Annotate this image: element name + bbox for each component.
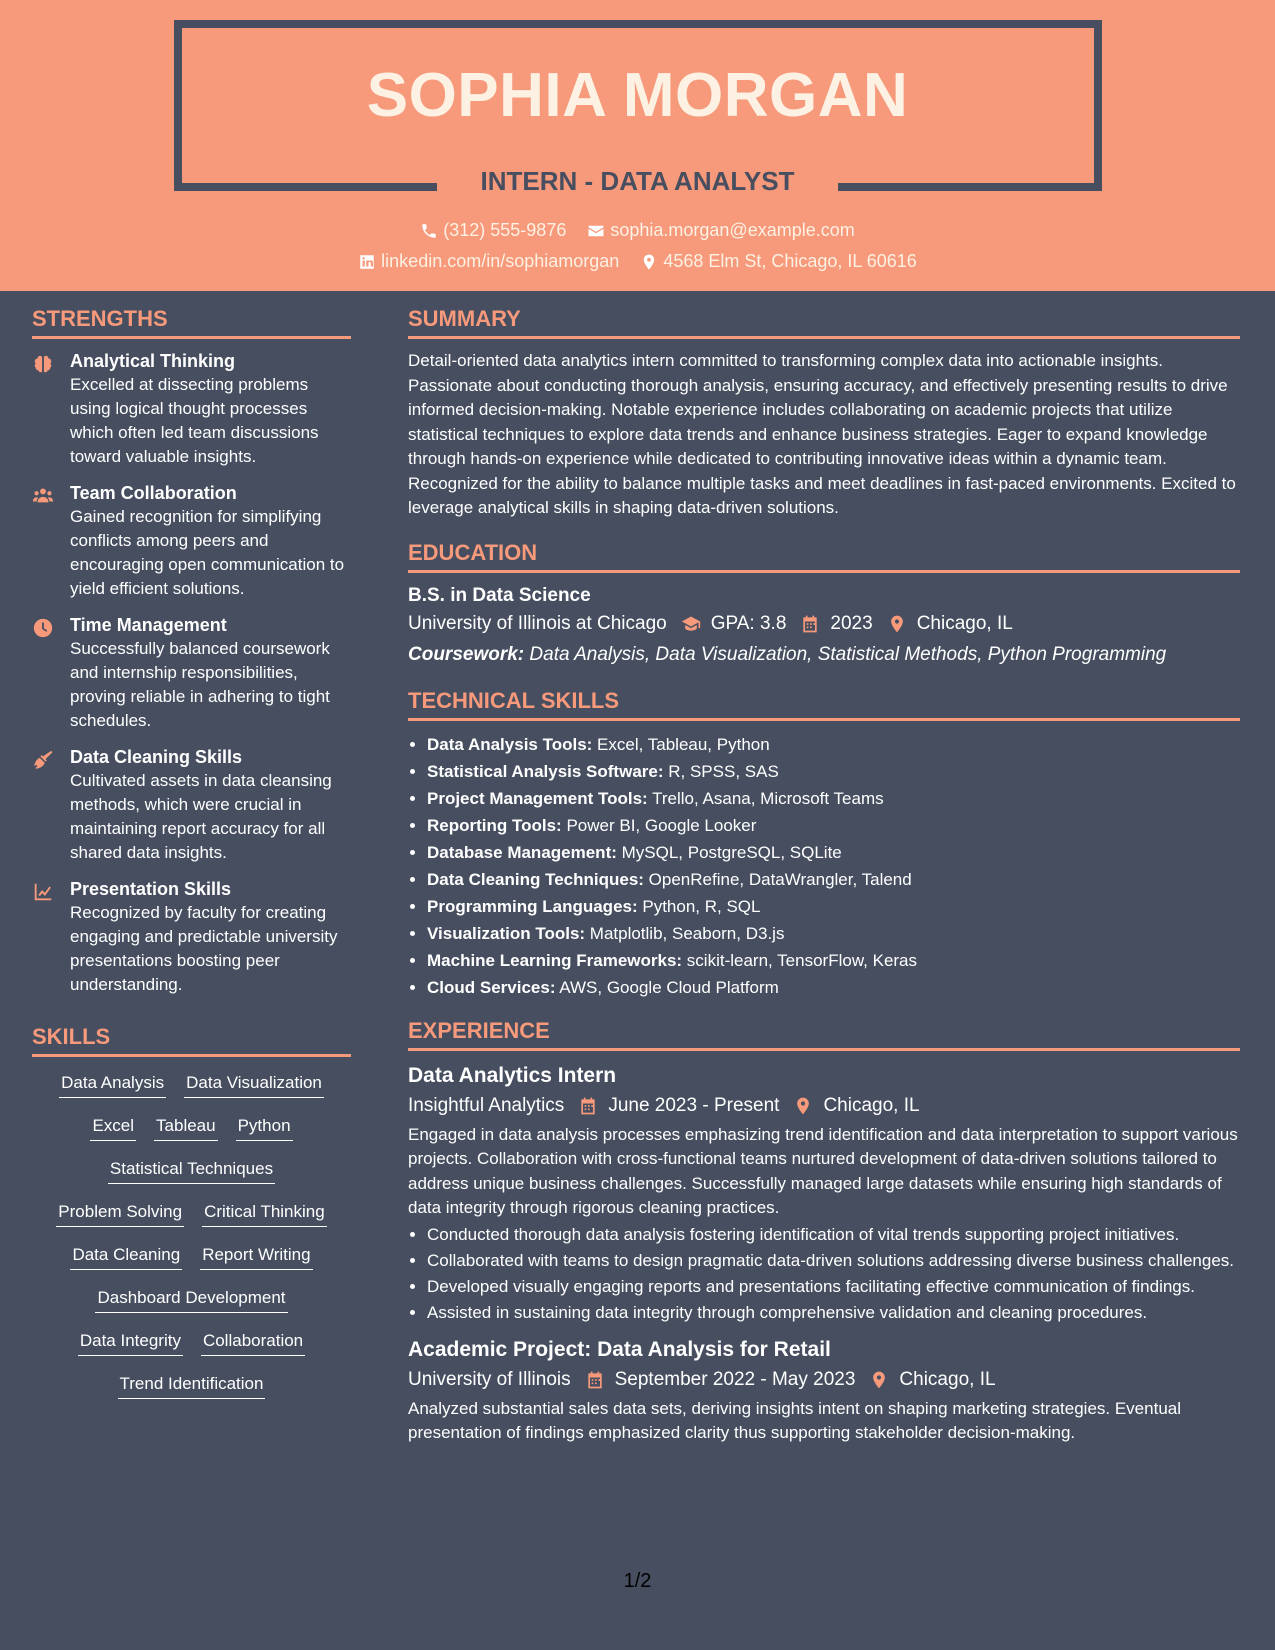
technical-skill-label: Machine Learning Frameworks: bbox=[427, 950, 683, 970]
job-dates bbox=[578, 1091, 779, 1121]
calendar-icon bbox=[585, 1370, 605, 1390]
year-text: 2023 bbox=[830, 612, 873, 634]
technical-skill-value: Excel, Tableau, Python bbox=[592, 734, 770, 754]
edu-location-text: Chicago, IL bbox=[916, 612, 1013, 634]
skills-row bbox=[32, 1286, 351, 1313]
skill-tag: Python bbox=[236, 1114, 293, 1141]
map-pin-icon bbox=[640, 253, 658, 271]
technical-skill-value: Matplotlib, Seaborn, D3.js bbox=[585, 923, 785, 943]
strength-icon-wrap bbox=[32, 481, 70, 601]
strength-desc: Recognized by faculty for creating engaging and predictable university presentations boosting peer understanding. bbox=[70, 903, 338, 994]
technical-skill-item bbox=[427, 812, 1240, 839]
job-dates-text: September 2022 - May 2023 bbox=[614, 1368, 856, 1390]
coursework bbox=[408, 639, 1240, 671]
technical-skills-heading: TECHNICAL SKILLS bbox=[408, 673, 1240, 721]
strength-desc: Gained recognition for simplifying conflicts among peers and encouraging open communication to yield efficient solutions. bbox=[70, 507, 345, 598]
technical-skill-item bbox=[427, 974, 1240, 1001]
strength-icon-wrap bbox=[32, 877, 70, 997]
gpa bbox=[681, 609, 787, 639]
skill-tag: Tableau bbox=[154, 1114, 218, 1141]
phone-text: (312) 555-9876 bbox=[443, 220, 567, 240]
technical-skill-value: OpenRefine, DataWrangler, Talend bbox=[643, 869, 912, 889]
edu-location bbox=[887, 609, 1013, 639]
experience-entry bbox=[408, 1061, 1240, 1325]
candidate-role: INTERN - DATA ANALYST bbox=[480, 166, 795, 196]
job-org: Insightful Analytics bbox=[408, 1094, 565, 1116]
technical-skill-item bbox=[427, 731, 1240, 758]
chart-line-icon bbox=[32, 881, 54, 903]
job-description: Analyzed substantial sales data sets, deriving insights intent on shaping marketing strategies. Eventual presentation of findings emphasized clarity thus supporting stakeholder decision-making. bbox=[408, 1398, 1182, 1442]
job-bullet: • Collaborated with teams to design pragmatic data-driven solutions addressing diverse business challenges. bbox=[427, 1249, 1240, 1273]
address-contact bbox=[640, 251, 917, 272]
job-bullet: • Developed visually engaging reports and presentations facilitating effective communication of findings. bbox=[427, 1275, 1240, 1299]
strength-item bbox=[32, 613, 351, 733]
technical-skill-value: Trello, Asana, Microsoft Teams bbox=[647, 788, 884, 808]
school-text: University of Illinois at Chicago bbox=[408, 612, 667, 634]
strength-body bbox=[70, 349, 351, 469]
technical-skill-label: Project Management Tools: bbox=[427, 788, 648, 808]
skill-tag: Dashboard Development bbox=[95, 1286, 287, 1313]
technical-skill-label: Programming Languages: bbox=[427, 896, 638, 916]
linkedin-icon bbox=[358, 253, 376, 271]
skill-tag: Data Integrity bbox=[78, 1329, 183, 1356]
envelope-icon bbox=[587, 222, 605, 240]
job-location-text: Chicago, IL bbox=[823, 1094, 920, 1116]
skill-tag: Excel bbox=[90, 1114, 136, 1141]
job-description: Engaged in data analysis processes emphasizing trend identification and data interpretation to support various projects. Collaboration with cross-functional teams nurtured development of data-driven solutions tailored to address unique business challenges. Successfully managed large datasets while ensuring high standards of data integrity through rigorous cleaning practices. bbox=[408, 1124, 1238, 1217]
right-column bbox=[408, 291, 1240, 1446]
technical-skill-value: scikit-learn, TensorFlow, Keras bbox=[682, 950, 918, 970]
experience-entry bbox=[408, 1335, 1240, 1446]
strength-item bbox=[32, 745, 351, 865]
left-column bbox=[32, 291, 351, 1399]
education-heading: EDUCATION bbox=[408, 525, 1240, 573]
skill-tag: Report Writing bbox=[200, 1243, 312, 1270]
skills-row bbox=[32, 1243, 351, 1270]
skills-row bbox=[32, 1200, 351, 1227]
strength-item bbox=[32, 481, 351, 601]
phone-icon bbox=[420, 222, 438, 240]
job-bullet: • Assisted in sustaining data integrity through comprehensive validation and cleaning procedures. bbox=[427, 1301, 1240, 1325]
page-indicator: 1/2 bbox=[623, 1570, 652, 1592]
coursework-text: Data Analysis, Data Visualization, Statistical Methods, Python Programming bbox=[529, 643, 1167, 665]
strength-body bbox=[70, 613, 351, 733]
strength-desc: Cultivated assets in data cleansing methods, which were crucial in maintaining report accuracy for all shared data insights. bbox=[70, 771, 332, 862]
technical-skill-item bbox=[427, 839, 1240, 866]
skills-row bbox=[32, 1372, 351, 1399]
technical-skill-value: AWS, Google Cloud Platform bbox=[555, 977, 779, 997]
experience-heading: EXPERIENCE bbox=[408, 1003, 1240, 1051]
calendar-icon bbox=[578, 1096, 598, 1116]
technical-skill-item bbox=[427, 920, 1240, 947]
skill-tag: Data Cleaning bbox=[70, 1243, 182, 1270]
skills-row bbox=[32, 1114, 351, 1141]
brain-icon bbox=[32, 353, 54, 375]
technical-skill-label: Data Cleaning Techniques: bbox=[427, 869, 644, 889]
skills-list bbox=[32, 1067, 351, 1399]
users-icon bbox=[32, 485, 54, 507]
strength-body bbox=[70, 481, 351, 601]
skill-tag: Data Visualization bbox=[184, 1071, 324, 1098]
job-meta bbox=[408, 1365, 1240, 1395]
summary-heading: SUMMARY bbox=[408, 291, 1240, 339]
strength-desc: Excelled at dissecting problems using logical thought processes which often led team discussions toward valuable insights. bbox=[70, 375, 319, 466]
linkedin-text: linkedin.com/in/sophiamorgan bbox=[381, 251, 620, 271]
strength-name: Data Cleaning Skills bbox=[70, 747, 243, 767]
strengths-heading: STRENGTHS bbox=[32, 291, 351, 339]
technical-skill-value: Power BI, Google Looker bbox=[561, 815, 757, 835]
job-meta bbox=[408, 1091, 1240, 1121]
broom-icon bbox=[32, 749, 54, 771]
strength-body bbox=[70, 745, 351, 865]
strength-name: Analytical Thinking bbox=[70, 351, 236, 371]
job-bullet: • Conducted thorough data analysis fostering identification of vital trends supporting project initiatives. bbox=[427, 1223, 1240, 1247]
job-title: Data Analytics Intern bbox=[408, 1063, 617, 1087]
summary-text: Detail-oriented data analytics intern committed to transforming complex data into actionable insights. Passionate about conducting thorough analysis, ensuring accuracy, and effectively presenting results to drive informed decision-making. Notable experience includes collaborating on academic projects that utilize statistical techniques to explore data trends and enhance business strategies. Eager to expand knowledge through hands-on experience while dedicated to contributing innovative ideas within a dynamic team. Recognized for the ability to balance multiple tasks and meet deadlines in fast-paced environments. Excited to leverage analytical skills in shaping data-driven solutions. bbox=[408, 351, 1236, 517]
technical-skill-item bbox=[427, 866, 1240, 893]
map-pin-icon bbox=[869, 1370, 889, 1390]
email-contact[interactable] bbox=[587, 220, 854, 241]
skill-tag: Trend Identification bbox=[118, 1372, 266, 1399]
skill-tag: Critical Thinking bbox=[202, 1200, 327, 1227]
contact-row-1 bbox=[0, 220, 1275, 245]
technical-skill-value: Python, R, SQL bbox=[637, 896, 761, 916]
technical-skill-label: Visualization Tools: bbox=[427, 923, 586, 943]
coursework-label: Coursework: bbox=[408, 643, 525, 665]
technical-skill-label: Database Management: bbox=[427, 842, 617, 862]
technical-skill-value: R, SPSS, SAS bbox=[663, 761, 779, 781]
job-location-text: Chicago, IL bbox=[899, 1368, 996, 1390]
email-text: sophia.morgan@example.com bbox=[610, 220, 855, 240]
technical-skills-list bbox=[408, 731, 1240, 1001]
map-pin-icon bbox=[793, 1096, 813, 1116]
strength-name: Presentation Skills bbox=[70, 879, 232, 899]
skill-tag: Data Analysis bbox=[59, 1071, 166, 1098]
strength-desc: Successfully balanced coursework and internship responsibilities, proving reliable in adhering to tight schedules. bbox=[70, 639, 330, 730]
strength-icon-wrap bbox=[32, 349, 70, 469]
skills-heading: SKILLS bbox=[32, 1009, 351, 1057]
skill-tag: Problem Solving bbox=[56, 1200, 184, 1227]
strength-name: Team Collaboration bbox=[70, 483, 237, 503]
job-title: Academic Project: Data Analysis for Retail bbox=[408, 1337, 831, 1361]
job-org: University of Illinois bbox=[408, 1368, 571, 1390]
skills-row bbox=[32, 1071, 351, 1098]
school bbox=[408, 609, 667, 639]
strength-icon-wrap bbox=[32, 613, 70, 733]
job-location bbox=[793, 1091, 919, 1121]
strength-body bbox=[70, 877, 351, 997]
technical-skill-item bbox=[427, 893, 1240, 920]
strength-item bbox=[32, 349, 351, 469]
address-text: 4568 Elm St, Chicago, IL 60616 bbox=[663, 251, 917, 271]
graduation-cap-icon bbox=[681, 614, 701, 634]
job-dates bbox=[585, 1365, 856, 1395]
technical-skill-label: Data Analysis Tools: bbox=[427, 734, 593, 754]
skills-row bbox=[32, 1329, 351, 1356]
job-dates-text: June 2023 - Present bbox=[608, 1094, 780, 1116]
technical-skill-item bbox=[427, 947, 1240, 974]
skill-tag: Statistical Techniques bbox=[108, 1157, 275, 1184]
map-pin-icon bbox=[887, 614, 907, 634]
strength-name: Time Management bbox=[70, 615, 227, 635]
phone-contact[interactable] bbox=[420, 220, 566, 241]
job-bullets bbox=[408, 1223, 1240, 1325]
contact-row-2 bbox=[0, 251, 1275, 276]
resume-header bbox=[0, 0, 1275, 291]
strength-icon-wrap bbox=[32, 745, 70, 865]
technical-skill-value: MySQL, PostgreSQL, SQLite bbox=[616, 842, 842, 862]
gpa-text: GPA: 3.8 bbox=[710, 612, 787, 634]
technical-skill-label: Statistical Analysis Software: bbox=[427, 761, 664, 781]
technical-skill-item bbox=[427, 785, 1240, 812]
linkedin-contact[interactable] bbox=[358, 251, 619, 272]
skill-tag: Collaboration bbox=[201, 1329, 305, 1356]
experience-list bbox=[408, 1061, 1240, 1446]
education-meta bbox=[408, 609, 1240, 639]
technical-skill-label: Cloud Services: bbox=[427, 977, 556, 997]
candidate-name: SOPHIA MORGAN bbox=[366, 61, 909, 130]
year bbox=[800, 609, 872, 639]
technical-skill-item bbox=[427, 758, 1240, 785]
strengths-list bbox=[32, 349, 351, 997]
strength-item bbox=[32, 877, 351, 997]
skills-row bbox=[32, 1157, 351, 1184]
job-location bbox=[869, 1365, 995, 1395]
calendar-icon bbox=[800, 614, 820, 634]
technical-skill-label: Reporting Tools: bbox=[427, 815, 562, 835]
degree: B.S. in Data Science bbox=[408, 584, 591, 606]
clock-icon bbox=[32, 617, 54, 639]
